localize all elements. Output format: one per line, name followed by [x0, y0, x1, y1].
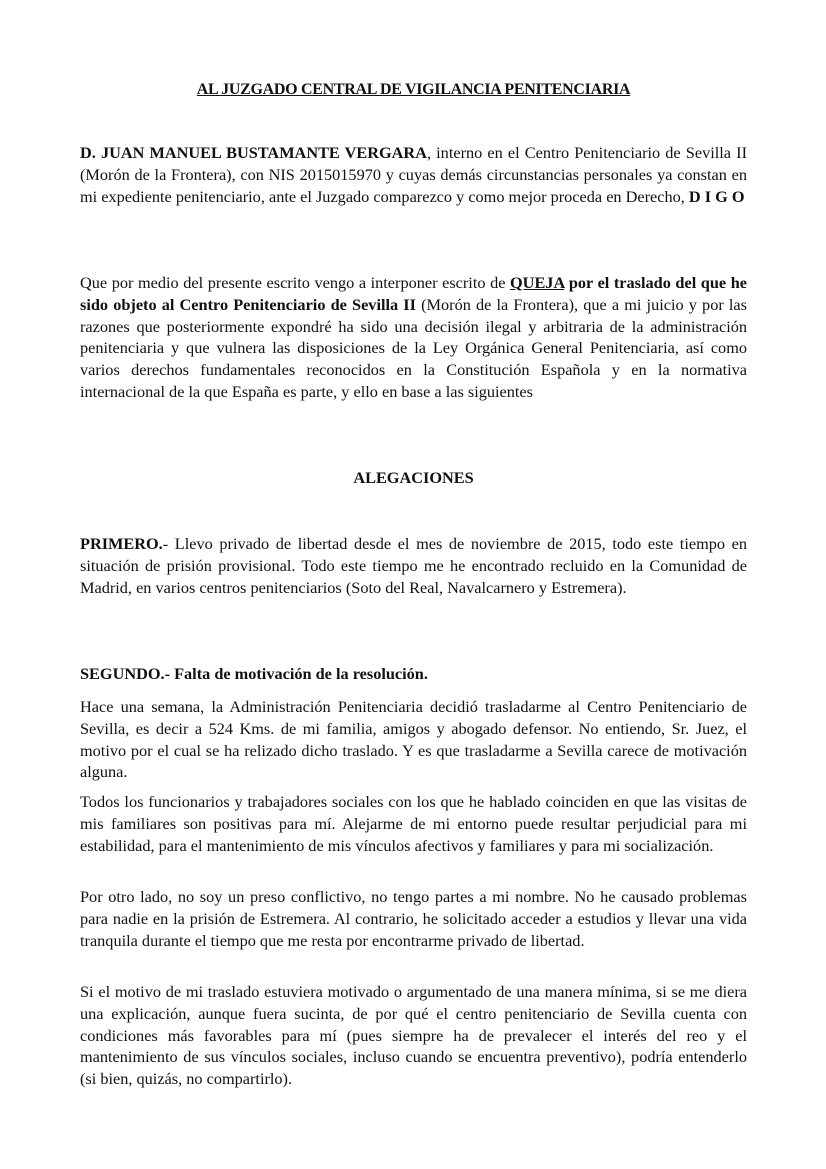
- segundo-paragraph: Todos los funcionarios y trabajadores sociales con los que he hablado coinciden en que las visitas de mis familiares son positivas para mí. Alejarme de mi entorno puede resultar perjudicial para mi estabilidad, para el mantenimiento de mis vínculos afectivos y familiares y para mi socialización.: [80, 792, 747, 855]
- intro-text: , interno en el Centro Penitenciario de Sevilla II (Morón de la Frontera), con NIS 2015015970 y cuyas demás circunstancias personales ya constan en mi expediente penitenciario, ante el Juzgado comparezco y como mejor proceda en Derecho,: [80, 143, 747, 206]
- segundo-paragraph: Hace una semana, la Administración Penitenciaria decidió trasladarme al Centro Penitenciario de Sevilla, es decir a 524 Kms. de mi familia, amigos y abogado defensor. No entiendo, Sr. Juez, el motivo por el cual se ha relizado dicho traslado. Y es que trasladarme a Sevilla carece de motivación alguna.: [80, 697, 747, 782]
- queja-text-before: Que por medio del presente escrito vengo a interponer escrito de: [80, 273, 511, 292]
- document-title: AL JUZGADO CENTRAL DE VIGILANCIA PENITENCIARIA: [196, 81, 631, 98]
- complainant-name: D. JUAN MANUEL BUSTAMANTE VERGARA: [80, 143, 427, 162]
- digo-word: D I G O: [688, 186, 745, 206]
- alegaciones-heading: ALEGACIONES: [353, 468, 474, 487]
- queja-paragraph: [80, 272, 747, 403]
- queja-bold-text: por el traslado del que he sido objeto al Centro Penitenciario de Sevilla II: [80, 273, 747, 314]
- intro-paragraph: [80, 142, 747, 207]
- primero-text: - Llevo privado de libertad desde el mes de noviembre de 2015, todo este tiempo en situación de prisión provisional. Todo este tiempo me he encontrado recluido en la Comunidad de Madrid, en varios centros penitenciarios (Soto del Real, Navalcarnero y Estremera).: [80, 534, 747, 597]
- segundo-paragraph: Por otro lado, no soy un preso conflictivo, no tengo partes a mi nombre. No he causado problemas para nadie en la prisión de Estremera. Al contrario, he solicitado acceder a estudios y llevar una vida tranquila durante el tiempo que me resta por encontrarme privado de libertad.: [80, 887, 747, 950]
- primero-label: PRIMERO.: [80, 534, 163, 553]
- segundo-heading-text: SEGUNDO.- Falta de motivación de la resolución.: [80, 664, 428, 683]
- segundo-heading: [80, 663, 747, 685]
- primero-paragraph: [80, 533, 747, 598]
- segundo-paragraph: Si el motivo de mi traslado estuviera motivado o argumentado de una manera mínima, si se me diera una explicación, aunque fuera sucinta, de por qué el centro penitenciario de Sevilla cuenta con condiciones más favorables para mí (pues siempre ha de prevalecer el interés del reo y el mantenimiento de sus vínculos sociales, incluso cuando se encuentra preventivo), podría entenderlo (si bien, quizás, no compartirlo).: [80, 982, 747, 1089]
- queja-word: QUEJA: [510, 273, 565, 292]
- queja-text-after: (Morón de la Frontera), que a mi juicio y por las razones que posteriormente expondré ha sido una decisión ilegal y arbitraria de la administración penitenciaria y que vulnera las disposiciones de la Ley Orgánica General Penitenciaria, así como varios derechos fundamentales reconocidos en la Constitución Española y en la normativa internacional de la que España es parte, y ello en base a las siguientes: [80, 294, 747, 401]
